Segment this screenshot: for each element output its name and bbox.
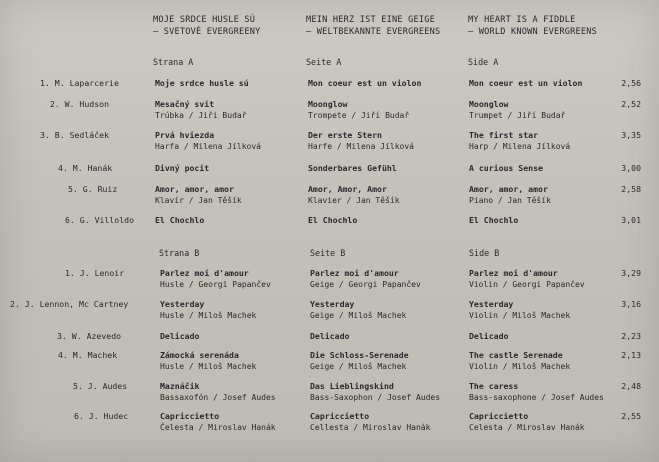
track-instrument-en: Bass-saxophone / Josef Audes [469,393,604,402]
side-a-label-de: Seite A [306,57,342,67]
track-cell-de [308,163,397,174]
track-title-sk: Zámocká serenáda [160,350,239,360]
track-instrument-sk: Husle / Miloš Machek [160,362,257,371]
track-cell-sk [155,99,247,121]
track-title-de: Der erste Stern [308,130,382,140]
track-cell-de [310,381,440,403]
track-cell-en [469,99,565,121]
track-title-sk: Delicado [160,331,200,341]
track-title-de: Moonglow [308,99,348,109]
track-instrument-en: Celesta / Miroslav Hanák [469,423,585,432]
track-title-de: Delicado [310,331,350,341]
track-title-sk: Yesterday [160,299,205,309]
track-cell-de [310,411,430,433]
track-cell-de [308,130,414,152]
track-duration: 2,48 [621,381,641,391]
track-title-en: The first star [469,130,539,140]
track-title-sk: Divný pocit [155,163,210,173]
track-composer: 5. G. Ruiz [68,184,118,194]
track-title-sk: Maznáčik [160,381,200,391]
track-instrument-de: Harfe / Milena Jílková [308,142,414,151]
track-cell-en [469,331,508,342]
track-title-de: Die Schloss-Serenade [310,350,409,360]
track-instrument-en: Violin / Miloš Machek [469,311,571,320]
track-cell-sk [155,184,242,206]
track-row [0,299,659,329]
track-instrument-de: Geige / Miloš Machek [310,311,407,320]
track-title-sk: Moje srdce husle sú [155,78,249,88]
track-title-sk: Amor, amor, amor [155,184,234,194]
track-composer: 2. W. Hudson [49,99,109,109]
header-german-line2: — WELTBEKANNTE EVERGREENS [306,27,441,37]
track-composer: 2. J. Lennon, Mc Cartney [10,299,129,309]
track-title-sk: Parlez moi d'amour [160,268,249,278]
track-title-de: Das Lieblingskind [310,381,394,391]
track-title-en: El Chochlo [469,215,519,225]
track-instrument-en: Piano / Jan Těšík [469,196,551,205]
track-duration: 2,55 [621,411,641,421]
header-german-line1: MEIN HERZ IST EINE GEIGE [306,15,435,25]
track-instrument-sk: Čelesta / Miroslav Hanák [160,423,276,432]
track-composer: 6. J. Hudec [74,411,129,421]
side-a-label-sk: Strana A [153,57,194,67]
track-cell-en [469,268,585,290]
track-title-de: Yesterday [310,299,355,309]
track-cell-en [469,130,570,152]
track-cell-sk [160,331,199,342]
track-composer: 1. J. Lenoir [65,268,125,278]
track-title-en: Parlez moi d'amour [469,268,558,278]
track-duration: 3,35 [621,130,641,140]
track-duration: 3,16 [621,299,641,309]
track-cell-de [308,78,421,89]
track-title-sk: Prvá hviezda [155,130,215,140]
track-composer: 1. M. Laparcerie [40,78,119,88]
track-cell-en [469,350,570,372]
track-row [0,350,659,380]
side-a-label-en: Side A [468,57,499,67]
track-cell-sk [160,411,276,433]
header-english-line2: — WORLD KNOWN EVERGREENS [468,27,597,37]
track-instrument-de: Bass-Saxophon / Josef Audes [310,393,441,402]
track-cell-sk [160,299,256,321]
track-cell-de [310,350,409,372]
track-cell-en [469,215,518,226]
track-cell-sk [160,381,276,403]
track-cell-sk [155,215,204,226]
header-slovak-line2: — SVETOVÉ EVERGREENY [153,27,261,37]
track-instrument-sk: Husle / Georgi Papančev [160,280,271,289]
track-title-de: Mon coeur est un violon [308,78,422,88]
track-cell-en [469,184,551,206]
track-instrument-de: Klavier / Jan Těšík [308,196,400,205]
track-cell-de [310,268,421,290]
track-row [0,411,659,441]
track-title-sk: Mesačný svit [155,99,215,109]
header-slovak [153,14,260,38]
track-duration: 2,13 [621,350,641,360]
track-title-en: A curious Sense [469,163,543,173]
header-german [306,14,440,38]
track-cell-sk [155,163,209,174]
header-slovak-line1: MOJE SRDCE HUSLE SÚ [153,15,256,25]
track-instrument-sk: Klavír / Jan Těšík [155,196,242,205]
track-composer: 3. B. Sedláček [40,130,110,140]
track-title-en: Capriccietto [469,411,529,421]
track-title-en: Yesterday [469,299,514,309]
track-row [0,268,659,298]
track-duration: 3,00 [621,163,641,173]
track-cell-de [310,299,406,321]
track-cell-sk [155,130,261,152]
track-cell-sk [155,78,249,89]
track-composer: 3. W. Azevedo [57,331,122,341]
track-title-de: Parlez moi d'amour [310,268,399,278]
track-title-de: Amor, Amor, Amor [308,184,387,194]
track-instrument-en: Violin / Miloš Machek [469,362,571,371]
track-composer: 6. G. Villoldo [65,215,135,225]
header-english [468,14,597,38]
track-instrument-en: Violin / Georgi Papančev [469,280,585,289]
track-instrument-en: Trumpet / Jiří Budař [469,111,566,120]
track-row [0,381,659,411]
side-b-label-en: Side B [469,248,500,258]
track-duration: 3,29 [621,268,641,278]
track-title-de: Sonderbares Gefühl [308,163,397,173]
track-title-en: Amor, amor, amor [469,184,548,194]
track-title-de: Capriccietto [310,411,370,421]
track-row [0,99,659,129]
track-cell-en [469,78,582,89]
track-cell-sk [160,268,271,290]
track-title-en: The caress [469,381,519,391]
track-instrument-sk: Husle / Miloš Machek [160,311,257,320]
track-composer: 4. M. Machek [58,350,118,360]
track-title-en: Mon coeur est un violon [469,78,583,88]
track-title-sk: Capriccietto [160,411,220,421]
track-cell-de [308,184,400,206]
track-cell-de [310,331,349,342]
side-b-label-de: Seite B [310,248,346,258]
track-instrument-en: Harp / Milena Jílková [469,142,571,151]
track-row [0,130,659,160]
track-instrument-de: Cellesta / Miroslav Hanák [310,423,431,432]
track-instrument-de: Geige / Miloš Machek [310,362,407,371]
track-instrument-sk: Trúbka / Jiří Budař [155,111,247,120]
track-cell-en [469,299,570,321]
track-instrument-de: Geige / Georgi Papančev [310,280,421,289]
track-duration: 2,56 [621,78,641,88]
track-title-en: Moonglow [469,99,509,109]
track-title-en: Delicado [469,331,509,341]
track-cell-en [469,381,604,403]
track-composer: 4. M. Hanák [58,163,113,173]
header-english-line1: MY HEART IS A FIDDLE [468,15,576,25]
track-instrument-sk: Harfa / Milena Jílková [155,142,261,151]
track-row [0,184,659,214]
track-cell-en [469,163,543,174]
track-instrument-de: Trompete / Jiří Budař [308,111,410,120]
track-composer: 5. J. Audes [73,381,128,391]
track-cell-de [308,99,409,121]
track-title-de: El Chochlo [308,215,358,225]
track-cell-de [308,215,357,226]
track-duration: 2,52 [621,99,641,109]
track-duration: 2,23 [621,331,641,341]
track-instrument-sk: Bassaxofón / Josef Audes [160,393,276,402]
track-title-en: The castle Serenade [469,350,563,360]
track-duration: 3,01 [621,215,641,225]
track-cell-sk [160,350,256,372]
side-b-label-sk: Strana B [159,248,200,258]
track-row [0,215,659,245]
track-duration: 2,58 [621,184,641,194]
track-title-sk: El Chochlo [155,215,205,225]
track-cell-en [469,411,585,433]
